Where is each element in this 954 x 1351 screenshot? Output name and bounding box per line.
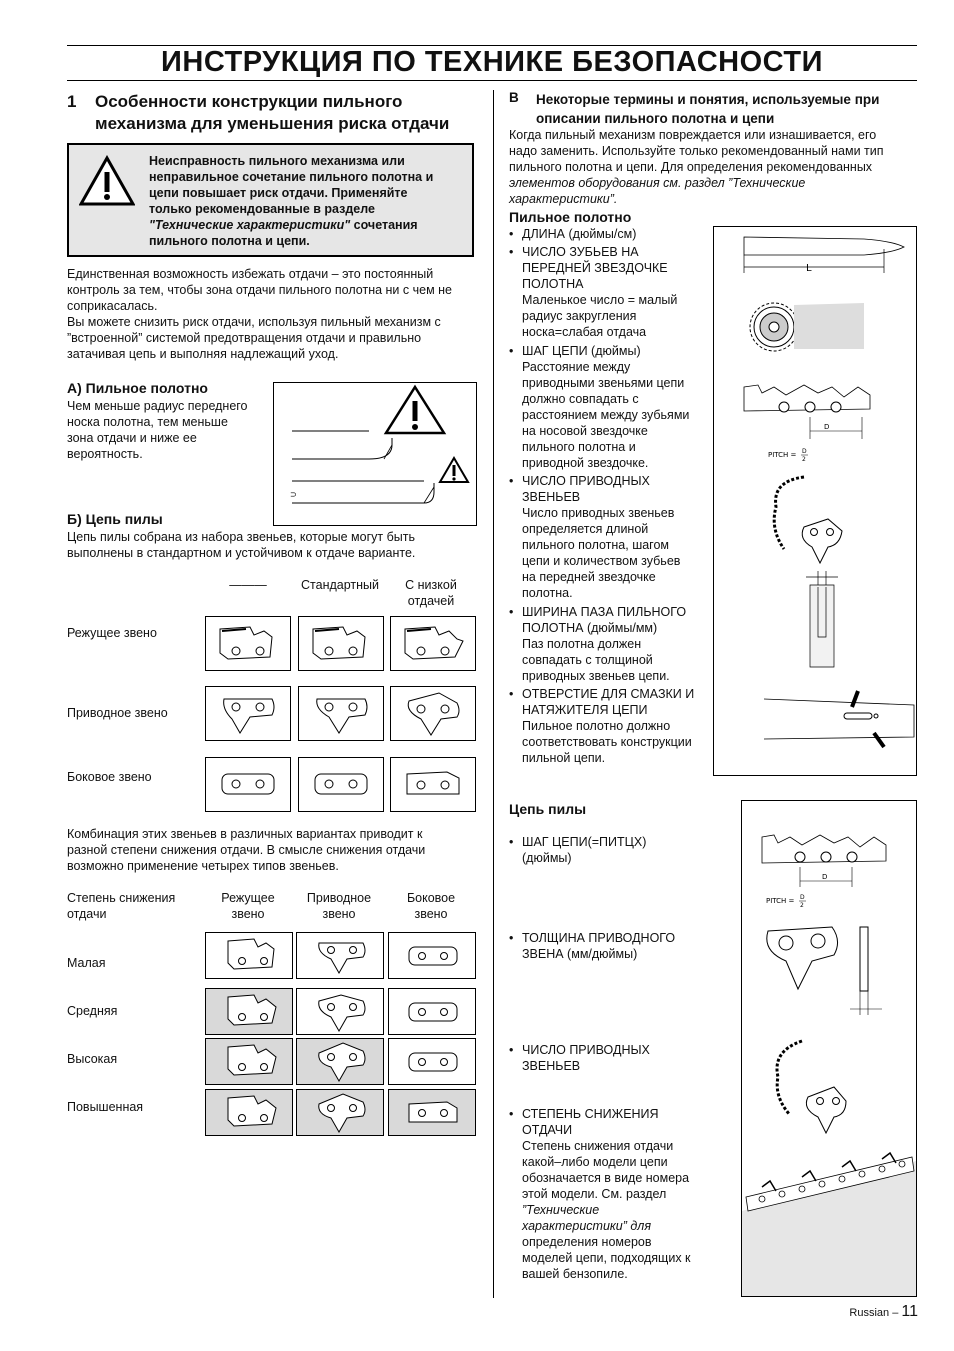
section-title-line2: механизма для уменьшения риска отдачи xyxy=(95,114,450,133)
table2-row-increased: Повышенная xyxy=(67,1100,144,1114)
table2-header-cutter: Режущее звено xyxy=(221,891,275,921)
cutter-link-standard-basic xyxy=(205,616,291,671)
drive-link-standard xyxy=(298,686,384,741)
footer-language: Russian – xyxy=(849,1307,899,1319)
bar-item-pitch: ШАГ ЦЕПИ (дюймы) Расстояние между приводными звеньями цепи должно совпадать с расстоянием между зубьями на носовой звездочке пильного полотна и приводной звездочке. xyxy=(522,344,690,470)
t2-medium-drive xyxy=(296,988,384,1035)
bullet: • xyxy=(509,687,514,701)
table2-header-drive: Приводное звено xyxy=(306,891,372,921)
bullet: • xyxy=(509,344,514,358)
pitch-frac-num: D xyxy=(802,448,807,455)
table2-row-medium: Средняя xyxy=(67,1004,118,1018)
t2-medium-side xyxy=(388,988,476,1035)
drive-link-basic xyxy=(205,686,291,741)
bar-nose-illustration xyxy=(274,383,476,525)
page-title: ИНСТРУКЦИЯ ПО ТЕХНИКЕ БЕЗОПАСНОСТИ xyxy=(161,46,823,78)
bar-diagrams xyxy=(714,227,916,775)
t2-high-side xyxy=(388,1038,476,1085)
table1-header-standard: Стандартный xyxy=(301,578,379,592)
chain-item-kickback-degree: СТЕПЕНЬ СНИЖЕНИЯ ОТДАЧИ Степень снижения отдачи какой–либо модели цепи обозначается в виде номера этой модели. См. раздел ”Технические характеристики” для определения номеров моделей цепи, подходящих к вашей бензопиле. xyxy=(522,1107,691,1281)
chain-dim-d-label: D xyxy=(822,873,828,881)
chain-pitch-label: PITCH = xyxy=(766,897,795,905)
bar-figures-box xyxy=(713,226,917,776)
intro-text: Единственная возможность избежать отдачи – это постоянный контроль за тем, чтобы зона отдачи пильного полотна ни с чем не соприкасалась. Вы можете снизить риск отдачи, используя пильный механизм с ”встроенной” системой предотвращения отдачи и правильно затачивая цепь и выполняя надлежащий уход. xyxy=(67,267,452,361)
chain-pitch-frac-num: D xyxy=(800,894,805,901)
side-link-low-kickback xyxy=(390,757,476,812)
table1-row-drive: Приводное звено xyxy=(67,706,168,720)
bar-item-drive-links: ЧИСЛО ПРИВОДНЫХ ЗВЕНЬЕВ Число приводных звеньев определяется длиной пильного полотна, шагом цепи и количеством зубьев на передней звездочке полотна. xyxy=(522,474,681,600)
drive-link-low-kickback xyxy=(390,686,476,741)
t2-increased-cutter xyxy=(205,1089,293,1136)
bullet: • xyxy=(509,1043,514,1057)
chain-item-pitch: ШАГ ЦЕПИ(=ПИТЦХ) (дюймы) xyxy=(522,835,647,865)
table1-header-low-kickback: С низкой отдачей xyxy=(405,578,457,608)
dim-d-label: D xyxy=(824,423,830,431)
warning-box xyxy=(67,143,474,257)
column-divider xyxy=(493,90,494,1298)
subsection-b-title: Б) Цепь пилы xyxy=(67,511,163,527)
bar-item-length: ДЛИНА (дюймы/см) xyxy=(522,227,637,241)
bar-item-sprocket-teeth: ЧИСЛО ЗУБЬЕВ НА ПЕРЕДНЕЙ ЗВЕЗДОЧКЕ ПОЛОТНА Маленькое число = малый радиус закругления носка=слабая отдача xyxy=(522,245,678,339)
svg-text:⊃: ⊃ xyxy=(290,490,297,499)
bullet: • xyxy=(509,605,514,619)
bar-item-oil-hole: ОТВЕРСТИЕ ДЛЯ СМАЗКИ И НАТЯЖИТЕЛЯ ЦЕПИ Пильное полотно должно соответствовать конструкции пильной цепи. xyxy=(522,687,695,765)
bullet: • xyxy=(509,931,514,945)
table2-row-low: Малая xyxy=(67,956,106,970)
bar-item-groove-width: ШИРИНА ПАЗА ПИЛЬНОГО ПОЛОТНА (дюймы/мм) Паз полотна должен совпадать с толщиной приводных звеньев цепи. xyxy=(522,605,687,683)
bullet: • xyxy=(509,245,514,259)
pitch-frac-den: 2 xyxy=(802,456,806,463)
section-b-intro: Когда пильный механизм повреждается или изнашивается, его надо заменить. Используйте только рекомендованный нами тип пильного полотна и цепи. Для определения рекомендованных элементов оборудования см. раздел ”Технические характеристики”. xyxy=(509,128,884,206)
table2-header-degree: Степень снижения отдачи xyxy=(67,891,176,921)
chain-item-gauge: ТОЛЩИНА ПРИВОДНОГО ЗВЕНА (мм/дюймы) xyxy=(522,931,676,961)
warning-triangle-icon xyxy=(79,155,135,207)
chain-subtitle: Цепь пилы xyxy=(509,801,587,817)
table1-row-cutter: Режущее звено xyxy=(67,626,157,640)
t2-increased-drive xyxy=(296,1089,384,1136)
table2-header-side: Боковое звено xyxy=(406,891,456,921)
t2-low-side xyxy=(388,932,476,979)
bullet: • xyxy=(509,227,514,241)
subsection-b-text: Цепь пилы собрана из набора звеньев, которые могут быть выполнены в стандартном и устойчивом к отдаче варианте. xyxy=(67,530,416,560)
chain-diagrams xyxy=(742,801,916,1296)
cutter-link-low-kickback xyxy=(390,616,476,671)
table1-header-empty: ——— xyxy=(229,578,267,592)
section-b-title: Некоторые термины и понятия, используемые при описании пильного полотна и цепи xyxy=(536,92,880,126)
side-link-basic xyxy=(205,757,291,812)
subsection-a-title: А) Пильное полотно xyxy=(67,380,208,396)
cutter-link-standard xyxy=(298,616,384,671)
bullet: • xyxy=(509,474,514,488)
bullet: • xyxy=(509,835,514,849)
bar-subtitle: Пильное полотно xyxy=(509,209,632,225)
t2-increased-side xyxy=(388,1089,476,1136)
warning-text: Неисправность пильного механизма или неправильное сочетание пильного полотна и цепи повышает риск отдачи. Применяйте только рекомендованные в разделе "Технические характеристики" сочетания пильного полотна и цепи. xyxy=(149,154,434,248)
combination-text: Комбинация этих звеньев в различных вариантах приводит к разной степени снижения отдачи. В смысле снижения отдачи возможно применение четырех типов звеньев. xyxy=(67,827,426,873)
length-label: L xyxy=(806,263,812,274)
page-number: 11 xyxy=(901,1303,918,1320)
section-number: 1 xyxy=(67,92,77,111)
section-b-letter: B xyxy=(509,90,519,105)
chain-pitch-frac-den: 2 xyxy=(800,902,804,909)
table1-row-side: Боковое звено xyxy=(67,770,152,784)
pitch-label: PITCH = xyxy=(768,451,797,459)
bullet: • xyxy=(509,1107,514,1121)
t2-low-cutter xyxy=(205,932,293,979)
t2-medium-cutter xyxy=(205,988,293,1035)
chain-figures-box xyxy=(741,800,917,1297)
t2-high-cutter xyxy=(205,1038,293,1085)
chain-item-drive-links: ЧИСЛО ПРИВОДНЫХ ЗВЕНЬЕВ xyxy=(522,1043,650,1073)
section-title-line1: Особенности конструкции пильного xyxy=(95,92,403,111)
t2-low-drive xyxy=(296,932,384,979)
page-footer xyxy=(849,1303,918,1321)
side-link-standard xyxy=(298,757,384,812)
bar-nose-figure xyxy=(273,382,477,526)
t2-high-drive xyxy=(296,1038,384,1085)
subsection-a-text: Чем меньше радиус переднего носка полотна, тем меньше зона отдачи и ниже ее вероятность. xyxy=(67,399,248,461)
table2-row-high: Высокая xyxy=(67,1052,118,1066)
